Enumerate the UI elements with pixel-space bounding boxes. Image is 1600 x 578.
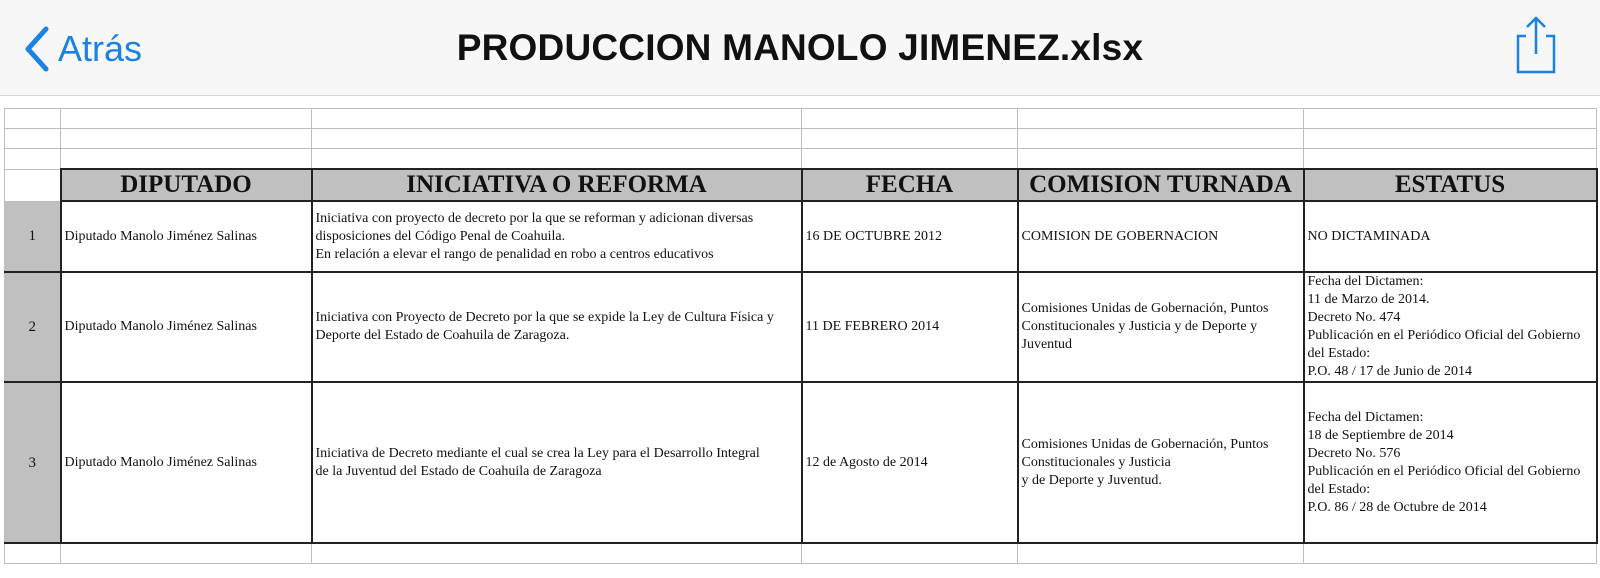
- cell[interactable]: [1304, 109, 1597, 129]
- empty-row: [5, 109, 1597, 129]
- cell[interactable]: [5, 149, 61, 170]
- cell[interactable]: [802, 149, 1018, 170]
- header-estatus[interactable]: ESTATUS: [1304, 169, 1597, 201]
- cell[interactable]: [61, 149, 312, 170]
- cell-fecha[interactable]: 12 de Agosto de 2014: [802, 382, 1018, 543]
- table-row: [5, 272, 1597, 382]
- cell[interactable]: [1018, 149, 1304, 170]
- chevron-left-icon: [24, 26, 50, 72]
- row-number[interactable]: 1: [5, 201, 61, 272]
- cell[interactable]: [1018, 543, 1304, 564]
- cell-fecha[interactable]: 11 DE FEBRERO 2014: [802, 272, 1018, 382]
- header-iniciativa[interactable]: INICIATIVA O REFORMA: [312, 169, 802, 201]
- cell[interactable]: [802, 543, 1018, 564]
- cell[interactable]: [1018, 129, 1304, 149]
- cell-iniciativa[interactable]: Iniciativa con Proyecto de Decreto por la que se expide la Ley de Cultura Física y Deporte del Estado de Coahuila de Zaragoza.: [312, 272, 802, 382]
- cell[interactable]: [5, 109, 61, 129]
- empty-row: [5, 129, 1597, 149]
- cell[interactable]: [61, 543, 312, 564]
- cell[interactable]: [5, 543, 61, 564]
- cell[interactable]: [1304, 543, 1597, 564]
- cell[interactable]: [312, 543, 802, 564]
- spreadsheet-view[interactable]: [4, 108, 1600, 578]
- cell[interactable]: [802, 109, 1018, 129]
- share-button[interactable]: [1512, 14, 1560, 78]
- cell-estatus[interactable]: Fecha del Dictamen: 18 de Septiembre de 2014 Decreto No. 576 Publicación en el Periódico Oficial del Gobierno del Estado: P.O. 86 / 28 de Octubre de 2014: [1304, 382, 1597, 543]
- back-button[interactable]: [24, 24, 142, 74]
- cell-fecha[interactable]: 16 DE OCTUBRE 2012: [802, 201, 1018, 272]
- cell-iniciativa[interactable]: Iniciativa con proyecto de decreto por la que se reforman y adicionan diversas disposiciones del Código Penal de Coahuila. En relación a elevar el rango de penalidad en robo a centros educativos: [312, 201, 802, 272]
- empty-row: [5, 149, 1597, 170]
- cell[interactable]: [1304, 149, 1597, 170]
- row-number[interactable]: 3: [5, 382, 61, 543]
- cell-estatus[interactable]: NO DICTAMINADA: [1304, 201, 1597, 272]
- cell[interactable]: [312, 109, 802, 129]
- cell[interactable]: [61, 129, 312, 149]
- back-label: Atrás: [58, 28, 143, 69]
- row-number[interactable]: 2: [5, 272, 61, 382]
- cell-comision[interactable]: Comisiones Unidas de Gobernación, Puntos Constitucionales y Justicia y de Deporte y Juventud.: [1018, 382, 1304, 543]
- empty-row: [5, 543, 1597, 564]
- cell-diputado[interactable]: Diputado Manolo Jiménez Salinas: [61, 382, 312, 543]
- cell-diputado[interactable]: Diputado Manolo Jiménez Salinas: [61, 272, 312, 382]
- header-diputado[interactable]: DIPUTADO: [61, 169, 312, 201]
- cell[interactable]: [1304, 129, 1597, 149]
- navigation-bar: [0, 0, 1600, 96]
- cell[interactable]: [802, 129, 1018, 149]
- cell[interactable]: [1018, 109, 1304, 129]
- cell-iniciativa[interactable]: Iniciativa de Decreto mediante el cual se crea la Ley para el Desarrollo Integral de la Juventud del Estado de Coahuila de Zaragoza: [312, 382, 802, 543]
- cell-comision[interactable]: Comisiones Unidas de Gobernación, Puntos Constitucionales y Justicia y de Deporte y Juventud: [1018, 272, 1304, 382]
- spreadsheet-table: [4, 108, 1598, 564]
- header-fecha[interactable]: FECHA: [802, 169, 1018, 201]
- cell-diputado[interactable]: Diputado Manolo Jiménez Salinas: [61, 201, 312, 272]
- cell[interactable]: [61, 109, 312, 129]
- cell[interactable]: [312, 149, 802, 170]
- cell[interactable]: [312, 129, 802, 149]
- document-title: PRODUCCION MANOLO JIMENEZ.xlsx: [456, 27, 1144, 68]
- header-comision[interactable]: COMISION TURNADA: [1018, 169, 1304, 201]
- table-row: [5, 382, 1597, 543]
- cell[interactable]: [5, 129, 61, 149]
- header-row: [5, 169, 1597, 201]
- table-row: [5, 201, 1597, 272]
- cell-comision[interactable]: COMISION DE GOBERNACION: [1018, 201, 1304, 272]
- cell-estatus[interactable]: Fecha del Dictamen: 11 de Marzo de 2014. Decreto No. 474 Publicación en el Periódico Oficial del Gobierno del Estado: P.O. 48 / 17 de Junio de 2014: [1304, 272, 1597, 382]
- row-header[interactable]: [5, 169, 61, 201]
- share-icon: [1512, 65, 1560, 82]
